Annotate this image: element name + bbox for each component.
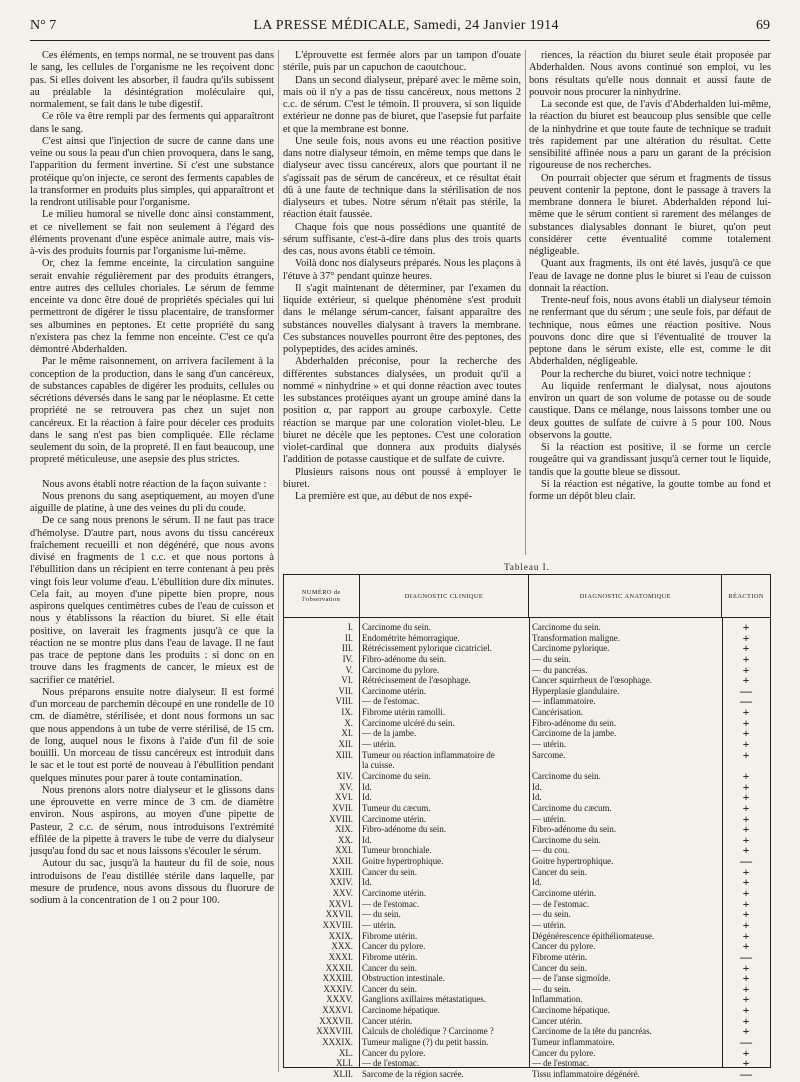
observation-number: XX. <box>337 834 353 845</box>
observation-number <box>284 760 359 771</box>
header-reaction: RÉACTION <box>728 592 764 600</box>
paragraph: La première est que, au début de nos expé- <box>295 491 473 502</box>
observation-number: XXVI. <box>328 898 353 909</box>
reaction-sign: + <box>742 917 750 932</box>
clinical-diagnosis: Sarcome de la région sacrée. <box>362 1068 464 1079</box>
column-divider <box>278 50 279 1072</box>
observation-number: XIV. <box>336 770 353 781</box>
paragraph: Pour la recherche du biuret, voici notre technique : <box>541 368 751 380</box>
observation-number: XXXVI. <box>322 1005 353 1016</box>
table-row <box>284 877 770 888</box>
anatomical-diagnosis: Carcinome de la jambe. <box>532 728 617 739</box>
table-row <box>284 1045 770 1060</box>
reaction-sign: + <box>742 800 750 815</box>
observation-number: XXXVIII. <box>316 1026 353 1037</box>
anatomical-diagnosis <box>529 760 722 771</box>
anatomical-diagnosis: Fibrome utérin. <box>532 951 588 962</box>
reaction-sign: + <box>742 630 750 645</box>
anatomical-diagnosis: — du cou. <box>532 845 570 856</box>
table-row <box>284 792 770 803</box>
header-anatomical: DIAGNOSTIC ANATOMIQUE <box>529 575 722 617</box>
table-row <box>284 630 770 645</box>
paragraph: On pourrait objecter que sérum et fragments de tissus peuvent contenir la peptone, dont le passage à travers la membrane donnera le biuret. Abderhalden répond lui-même que le sérum contient si rarement des mélanges de substances dialysables donnant le biuret, qu'on peut considérer cette éventualité comme totalement négligeable. <box>529 172 771 257</box>
reaction-sign: + <box>742 960 750 975</box>
clinical-diagnosis: Cancer du pylore. <box>362 941 426 952</box>
observation-number: XVI. <box>335 792 353 803</box>
table-row <box>284 622 770 633</box>
clinical-diagnosis: — du sein. <box>362 909 401 920</box>
observation-number: XIX. <box>335 824 353 835</box>
table-header <box>284 575 770 618</box>
observation-number: XLI. <box>335 1058 353 1069</box>
clinical-diagnosis: Carcinome du sein. <box>362 622 431 632</box>
paragraph: Ces éléments, en temps normal, ne se trouvent pas dans le sang, les cellules de l'organisme ne les reçoivent donc pas. Si elles doivent les absorber, il faudra qu'ils subissent au préalable la désintégration moléculaire qui, normalement, se fait dans le tube digestif. <box>30 50 274 110</box>
anatomical-diagnosis: Cancer du pylore. <box>532 1047 596 1058</box>
table-row <box>284 811 770 826</box>
reaction-sign: + <box>742 768 750 783</box>
reaction-sign: + <box>742 939 750 954</box>
table-row <box>284 715 770 730</box>
reaction-sign: + <box>742 1045 750 1060</box>
reaction-sign: + <box>742 726 750 741</box>
paragraph: C'est ainsi que l'injection de sucre de canne dans une veine ou sous la peau d'un chien provoquera, dans le sang, l'apparition du ferment invertine. Si c'est une substance protéique qu'on injecte, ce seront des ferments capables de la transformer en produits plus simples, qui apparaîtront et la rendront utilisable pour l'organisme. <box>30 135 274 208</box>
observation-number: XXIV. <box>329 877 353 888</box>
observation-number: IX. <box>341 707 353 718</box>
table-row <box>284 917 770 932</box>
clinical-diagnosis: Fibrome utérin. <box>362 951 418 962</box>
paragraph: Ce rôle va être rempli par des ferments qui apparaîtront dans le sang. <box>30 111 274 135</box>
table-row <box>284 1005 770 1016</box>
anatomical-diagnosis: Goitre hypertrophique. <box>532 856 614 867</box>
table-row <box>284 994 770 1005</box>
clinical-diagnosis: Fibro-adénome du sein. <box>362 653 447 664</box>
observation-number: II. <box>344 632 353 643</box>
paragraph: De ce sang nous prenons le sérum. Il ne faut pas trace d'hémolyse. D'autre part, nous avons du tissu cancéreux fraîchement recueilli et non dégénéré, que nous avons divisé en fragments de 1 c.c. et que nous portons à l'ébullition dans un récipient en terre contenant à peu près vingt fois leur volume d'eau. L'ébullition dure dix minutes. Cela fait, au moyen d'une pipette bien propre, nous aspirons quelques centimètres cubes de l'eau de cuisson et nous y établissons la réaction du biuret. Si elle était positive, on laverait les fragments jusqu'à ce que la réaction ne se montre plus dans l'eau de lavage. Il ne faut pas trace de peptone dans les produits : si donc on en trouve dans les fragments de cancer, le mieux est de sacrifier ce matériel. <box>30 515 274 686</box>
observation-number: XXIX. <box>328 930 353 941</box>
table-row <box>284 864 770 879</box>
observation-number: XXIII. <box>329 866 353 877</box>
table-row <box>284 675 770 686</box>
anatomical-diagnosis: — du sein. <box>532 653 571 664</box>
observation-number: X. <box>344 717 353 728</box>
paragraph: Trente-neuf fois, nous avons établi un dialyseur témoin ne renfermant que du sérum ; une seule fois, par défaut de technique, nous eûmes une réaction positive. Nous pouvons donc dire que si l'éventualité de trouver la peptone dans le sérum existe, elle est, comme le dit Abderhalden, négligeable. <box>529 295 771 368</box>
observation-number: III. <box>341 643 353 654</box>
reaction-sign: + <box>742 673 750 688</box>
observation-number: XLII. <box>333 1068 353 1079</box>
anatomical-diagnosis: Carcinome de la tête du pancréas. <box>532 1026 652 1037</box>
reaction-sign: + <box>742 896 750 911</box>
paragraph: Quant aux fragments, ils ont été lavés, jusqu'à ce que l'eau de lavage ne donne plus le biuret si l'eau de cuisson donnait la réaction. <box>529 258 771 294</box>
reaction-sign: + <box>742 822 750 837</box>
reaction-sign: — <box>740 1066 752 1081</box>
table-row <box>284 747 770 762</box>
table-row <box>284 949 770 964</box>
reaction-sign: + <box>742 1003 750 1018</box>
anatomical-diagnosis: Carcinome du sein. <box>532 770 601 781</box>
table-row <box>284 896 770 911</box>
table-row <box>284 662 770 677</box>
clinical-diagnosis: Calculs de cholédique ? Carcinome ? <box>362 1026 494 1037</box>
clinical-diagnosis: Tumeur du cæcum. <box>362 802 431 813</box>
clinical-diagnosis: Tumeur ou réaction inflammatoire de <box>362 749 495 760</box>
anatomical-diagnosis: Carcinome du sein. <box>532 622 601 632</box>
reaction-sign: + <box>742 832 750 847</box>
anatomical-diagnosis: — du sein. <box>532 983 571 994</box>
clinical-diagnosis: Obstruction intestinale. <box>362 973 445 984</box>
reaction-sign: + <box>742 981 750 996</box>
header-rule <box>30 40 770 41</box>
clinical-diagnosis: Cancer du sein. <box>362 983 417 994</box>
table-row <box>284 832 770 847</box>
anatomical-diagnosis: — du pancréas. <box>532 664 588 675</box>
anatomical-diagnosis: Cancer du sein. <box>532 866 587 877</box>
text-column-2 <box>283 50 521 555</box>
paragraph: Par le même raisonnement, on arrivera facilement à la conception de la production, dans le sang d'un cancéreux, de substances capables de digérer les produits, cellules ou sécrétions déversés dans le sang par le néoplasme. Et cette propriété ne se retrouvera pas chez un sujet non cancéreux. Et la réaction à faire pour déceler ces produits dans le sang n'est pas bien compliquée. Elle réclame seulement du soin, de la propreté. Il en faut beaucoup, une propreté méticuleuse, une asepsie des plus strictes. <box>30 356 274 466</box>
clinical-diagnosis: Id. <box>362 781 372 792</box>
reaction-sign: + <box>742 864 750 879</box>
observation-number: XL. <box>338 1047 353 1058</box>
clinical-diagnosis: Ganglions axillaires métastatiques. <box>362 994 486 1005</box>
reaction-sign: + <box>742 843 750 858</box>
reaction-sign: + <box>742 992 750 1007</box>
anatomical-diagnosis: Cancer utérin. <box>532 1015 583 1026</box>
reaction-sign: + <box>742 1024 750 1039</box>
table-row <box>284 800 770 815</box>
observation-number: XII. <box>338 739 353 750</box>
observation-number: XVIII. <box>329 813 353 824</box>
clinical-diagnosis: Cancer utérin. <box>362 1015 413 1026</box>
clinical-diagnosis: Carcinome du sein. <box>362 770 431 781</box>
anatomical-diagnosis: Tissu inflammatoire dégénéré. <box>532 1068 640 1079</box>
table-row <box>284 856 770 867</box>
paragraph: Plusieurs raisons nous ont poussé à employer le biuret. <box>283 466 521 490</box>
table-body <box>284 618 770 1080</box>
reaction-sign: + <box>742 779 750 794</box>
clinical-diagnosis: — de l'estomac. <box>362 898 420 909</box>
table-row <box>284 696 770 707</box>
clinical-diagnosis: Endométrite hémorragique. <box>362 632 460 643</box>
clinical-diagnosis: Cancer du sein. <box>362 866 417 877</box>
table-row <box>284 768 770 783</box>
table-row <box>284 1026 770 1037</box>
reaction-sign: + <box>742 715 750 730</box>
paragraph: Nous prenons du sang aseptiquement, au moyen d'une aiguille de platine, à une des veines du pli du coude. <box>30 490 274 514</box>
clinical-diagnosis: Carcinome ulcéré du sein. <box>362 717 455 728</box>
paragraph: Abderhalden préconise, pour la recherche des différentes substances dialysées, un produit qu'il a nommé « ninhydrine » et qui donne réaction avec toutes les substances protéiques ayant un groupe aminé dans la position α, par rapport au groupe carboxyle. Cette réaction se marque par une coloration violet-bleu. Le biuret ne décèle que les peptones. C'est une coloration violet-cardinal que donnera aux produits dialysés l'addition de potasse caustique et de sulfate de cuivre. <box>283 356 521 466</box>
anatomical-diagnosis: Sarcome. <box>532 749 566 760</box>
anatomical-diagnosis: Cancérisation. <box>532 707 584 718</box>
observation-number: XIII. <box>335 749 353 760</box>
paragraph: Autour du sac, jusqu'à la hauteur du fil de soie, nous introduisons de l'eau distillée stérile dans laquelle, par mesure de prudence, nous avons dissous du fluorure de sodium à la concentration de 1 ou 2 pour 100. <box>30 858 274 906</box>
clinical-diagnosis: Rétrécissement de l'œsophage. <box>362 675 471 686</box>
observation-number: XXXIII. <box>322 973 353 984</box>
clinical-diagnosis: Id. <box>362 877 372 888</box>
table-row <box>284 707 770 718</box>
clinical-diagnosis: Cancer du sein. <box>362 962 417 973</box>
clinical-diagnosis: Fibrome utérin ramolli. <box>362 707 446 718</box>
paragraph: Au liquide renfermant le dialysat, nous ajoutons environ un quart de son volume de potasse ou de soude caustique. Dans ce mélange, nous laissons tomber une ou deux gouttes de sulfate de cuivre à 5 pour 100. Nous observons la goutte. <box>529 380 771 441</box>
observation-number: XXVII. <box>325 909 353 920</box>
paragraph: Voilà donc nos dialyseurs préparés. Nous les plaçons à l'étuve à 37° pendant quinze heures. <box>283 258 521 282</box>
anatomical-diagnosis: Dégénérescence épithéliomateuse. <box>532 930 655 941</box>
table-row <box>284 960 770 975</box>
page-folio: 69 <box>756 18 770 33</box>
anatomical-diagnosis: — utérin. <box>532 813 567 824</box>
anatomical-diagnosis: Carcinome du cæcum. <box>532 802 612 813</box>
anatomical-diagnosis: — de l'anse sigmoïde. <box>532 973 611 984</box>
clinical-diagnosis: la cuisse. <box>362 760 395 771</box>
anatomical-diagnosis: Carcinome utérin. <box>532 888 597 899</box>
observation-number: XXXIV. <box>323 983 353 994</box>
reaction-sign: + <box>742 886 750 901</box>
anatomical-diagnosis: Carcinome pylorique. <box>532 643 610 654</box>
reaction-sign: + <box>742 875 750 890</box>
reaction-sign: + <box>742 971 750 986</box>
reaction-sign: + <box>742 747 750 762</box>
table-row <box>284 683 770 698</box>
observation-number: XXXII. <box>325 962 353 973</box>
paragraph: Chaque fois que nous possédions une quantité de sérum suffisante, c'est-à-dire dans plus des trois quarts des cas, nous avons établi ce témoin. <box>283 221 521 257</box>
reaction-sign: + <box>742 790 750 805</box>
observation-number: XXV. <box>332 888 353 899</box>
text-column-3 <box>529 50 771 555</box>
paragraph: Une seule fois, nous avons eu une réaction positive dans notre dialyseur témoin, en même temps que dans le dialyseur avec tissu cancéreux, alors que pourtant il ne s'agissait pas de sérum de cancéreux, et ce résultat était dû à une faute de technique dans la stérilisation de nos dialyseurs et tubes. Notre sérum n'était pas stérile, la réaction était faussée. <box>283 135 521 221</box>
clinical-diagnosis: — utérin. <box>362 919 397 930</box>
paragraph: La seconde est que, de l'avis d'Abderhalden lui-même, la réaction du biuret est beaucoup plus sensible que celle de la ninhydrine et que toute faute de technique se traduit très rapidement par une altération du résultat. Cette sensibilité affinée nous a paru un garant de la précision rigoureuse de nos recherches. <box>529 99 771 172</box>
paragraph: Le milieu humoral se nivelle donc ainsi constamment, et ce nivellement se fait non seulement à l'égard des éléments provenant d'une espèce animale autre, mais vis-à-vis des produits fournis par l'organisme lui-même. <box>30 209 274 257</box>
table-row <box>284 941 770 952</box>
anatomical-diagnosis: Carcinome hépatique. <box>532 1005 610 1016</box>
paragraph: Si la réaction est négative, la goutte tombe au fond et forme un dépôt bleu clair. <box>529 478 771 502</box>
clinical-diagnosis: Carcinome hépatique. <box>362 1005 440 1016</box>
column-divider <box>525 50 526 555</box>
clinical-diagnosis: — de la jambe. <box>362 728 417 739</box>
header-clinical: DIAGNOSTIC CLINIQUE <box>360 575 530 617</box>
anatomical-diagnosis: Id. <box>532 877 542 888</box>
clinical-diagnosis: Carcinome utérin. <box>362 685 427 696</box>
clinical-diagnosis: Carcinome utérin. <box>362 813 427 824</box>
clinical-diagnosis: Tumeur bronchiale. <box>362 845 432 856</box>
observation-number: XXVIII. <box>322 919 353 930</box>
paragraph: Nous avons établi notre réaction de la façon suivante : <box>42 478 267 490</box>
observation-number: XXXVII. <box>319 1015 353 1026</box>
observation-number: XXXIX. <box>322 1036 353 1047</box>
clinical-diagnosis: Goitre hypertrophique. <box>362 856 444 867</box>
reaction-sign: + <box>742 651 750 666</box>
anatomical-diagnosis: Id. <box>532 781 542 792</box>
reaction-sign: + <box>742 907 750 922</box>
observation-number: XXII. <box>332 856 353 867</box>
anatomical-diagnosis: Inflammation. <box>532 994 583 1005</box>
observation-number: XXI. <box>335 845 353 856</box>
observation-number: XXX. <box>331 941 353 952</box>
table-row <box>284 779 770 794</box>
anatomical-diagnosis: — utérin. <box>532 919 567 930</box>
table-row <box>284 909 770 920</box>
reaction-sign: + <box>742 641 750 656</box>
issue-number: N° 7 <box>30 18 57 33</box>
table-row <box>284 728 770 739</box>
paragraph <box>30 467 274 479</box>
header-observation: NUMÉRO de l'observation <box>284 575 360 617</box>
clinical-diagnosis: — utérin. <box>362 739 397 750</box>
observation-number: XVII. <box>332 802 353 813</box>
table-row <box>284 928 770 943</box>
observation-number: VI. <box>341 675 353 686</box>
observation-number: XXXI. <box>328 951 353 962</box>
anatomical-diagnosis: Cancer squirrheux de l'œsophage. <box>532 675 652 686</box>
observation-number: IV. <box>342 653 353 664</box>
reaction-sign: — <box>740 1034 752 1049</box>
anatomical-diagnosis: Cancer du sein. <box>532 962 587 973</box>
text-column-1 <box>30 50 274 1072</box>
observation-number: I. <box>347 622 353 632</box>
reaction-sign: + <box>742 662 750 677</box>
clinical-diagnosis: Tumeur maligne (?) du petit bassin. <box>362 1036 489 1047</box>
anatomical-diagnosis: Transformation maligne. <box>532 632 620 643</box>
anatomical-diagnosis: Fibro-adénome du sein. <box>532 824 617 835</box>
table-row <box>284 1034 770 1049</box>
table-row <box>284 1066 770 1081</box>
table-row <box>284 739 770 750</box>
table-row <box>284 651 770 666</box>
paragraph: Il s'agit maintenant de déterminer, par l'examen du liquide extérieur, si quelque phénomène s'est produit dans le mélange sérum-cancer, faisant apparaître des substances nouvelles dialysant à travers la membrane. Ces substances nouvelles pourront être des peptones, des polypeptides, des acides aminés. <box>283 282 521 355</box>
observation-number: VIII. <box>335 696 353 707</box>
reaction-sign: + <box>742 811 750 826</box>
clinical-diagnosis: Carcinome du pylore. <box>362 664 440 675</box>
clinical-diagnosis: Id. <box>362 792 372 803</box>
results-table <box>283 574 771 1081</box>
observation-number: XI. <box>341 728 353 739</box>
anatomical-diagnosis: — du sein. <box>532 909 571 920</box>
observation-number: V. <box>345 664 353 675</box>
paragraph: Si la réaction est positive, il se forme un cercle rougeâtre qui va grandissant jusqu'à cerner tout le liquide, tandis que la goutte bleue se dissout. <box>529 442 771 478</box>
paragraph: Nous prenons alors notre dialyseur et le glissons dans une éprouvette en verre mince de 3 cm. de diamètre environ. Nous aspirons, au moyen d'une pipette de Pasteur, 2 c.c. de sérum, nous introduisons l'extrémité effilée de la pipette à travers le tube de verre du dialyseur jusqu'au fond du sac et nous laissons s'écouler le sérum. <box>30 784 274 857</box>
table-row <box>284 973 770 984</box>
clinical-diagnosis: Fibro-adénome du sein. <box>362 824 447 835</box>
clinical-diagnosis: — de l'estomac. <box>362 1058 420 1069</box>
reaction-sign: — <box>740 683 752 698</box>
journal-title: LA PRESSE MÉDICALE, Samedi, 24 Janvier 1914 <box>253 18 559 33</box>
clinical-diagnosis: Fibrome utérin. <box>362 930 418 941</box>
anatomical-diagnosis: Carcinome du sein. <box>532 834 601 845</box>
anatomical-diagnosis: Tumeur inflammatoire. <box>532 1036 615 1047</box>
table-row <box>284 1013 770 1028</box>
reaction-sign: + <box>742 1056 750 1071</box>
reaction-sign: + <box>742 1013 750 1028</box>
clinical-diagnosis: Rétrécissement pylorique cicatriciel. <box>362 643 492 654</box>
clinical-diagnosis: Cancer du pylore. <box>362 1047 426 1058</box>
clinical-diagnosis: Carcinome utérin. <box>362 888 427 899</box>
reaction-sign: — <box>740 694 752 709</box>
table-row <box>284 1058 770 1069</box>
observation-number: XV. <box>339 781 353 792</box>
anatomical-diagnosis: — inflammatoire. <box>532 696 596 707</box>
anatomical-diagnosis: Cancer du pylore. <box>532 941 596 952</box>
anatomical-diagnosis: — utérin. <box>532 739 567 750</box>
reaction-sign: + <box>742 928 750 943</box>
table-row <box>284 888 770 899</box>
anatomical-diagnosis: — de l'estomac. <box>532 1058 590 1069</box>
paragraph: riences, la réaction du biuret seule était proposée par Abderhalden. Nous avons continué son emploi, vu les bons résultats qu'elle nous donnait et aussi faute de pouvoir nous procurer la ninhydrine. <box>529 50 771 98</box>
table-row <box>284 760 770 771</box>
table-caption: Tableau I. <box>504 562 550 572</box>
paragraph: L'éprouvette est fermée alors par un tampon d'ouate stérile, puis par un capuchon de caoutchouc. <box>283 50 521 74</box>
table-row <box>284 643 770 654</box>
anatomical-diagnosis: Id. <box>532 792 542 803</box>
table-row <box>284 845 770 856</box>
observation-number: VII. <box>338 685 353 696</box>
clinical-diagnosis: Id. <box>362 834 372 845</box>
reaction-sign: + <box>742 620 750 634</box>
paragraph: Or, chez la femme enceinte, la circulation sanguine serait envahie régulièrement par des produits étrangers, entre autres des cellules choriales. Le sérum de femme enceinte va donc être doué de propriétés spéciales qui lui permettront de digérer le tissu placentaire, de transformer ses albumines en peptones. Et cette propriété du sang n'existera pas chez la femme non enceinte. C'est ce qu'a démontré Abderhalden. <box>30 258 274 355</box>
paragraph: Dans un second dialyseur, préparé avec le même soin, mais où il n'y a pas de tissu cancéreux, nous mettons 2 c.c. de sérum. C'est le témoin. Il prouvera, si son liquide extérieur ne donne pas de biuret, que l'asepsie fut parfaite et que la membrane est bonne. <box>283 74 521 135</box>
clinical-diagnosis: — de l'estomac. <box>362 696 420 707</box>
table-row <box>284 981 770 996</box>
anatomical-diagnosis: Fibro-adénome du sein. <box>532 717 617 728</box>
page-header <box>30 18 770 38</box>
anatomical-diagnosis: Hyperplasie glandulaire. <box>532 685 620 696</box>
reaction-sign: + <box>742 737 750 752</box>
table-row <box>284 824 770 835</box>
anatomical-diagnosis: — de l'estomac. <box>532 898 590 909</box>
reaction-sign: — <box>740 854 752 869</box>
reaction-sign: — <box>740 949 752 964</box>
observation-number: XXXV. <box>326 994 353 1005</box>
reaction-sign: + <box>742 705 750 720</box>
paragraph: Nous préparons ensuite notre dialyseur. Il est formé d'un morceau de parchemin découpé en une rondelle de 10 cm. de diamètre, stérilisée, et dont nous formons un sac que nous appendons à un tube de verre stérilisé, de 15 cm. de long, auquel nous le fixons à l'aide d'un fil de soie bouilli. Un morceau de tissu cancéreux est introduit dans le sac et le tout est porté de nouveau à l'ébullition pendant quelques minutes pour parer à toute contamination. <box>30 686 274 784</box>
